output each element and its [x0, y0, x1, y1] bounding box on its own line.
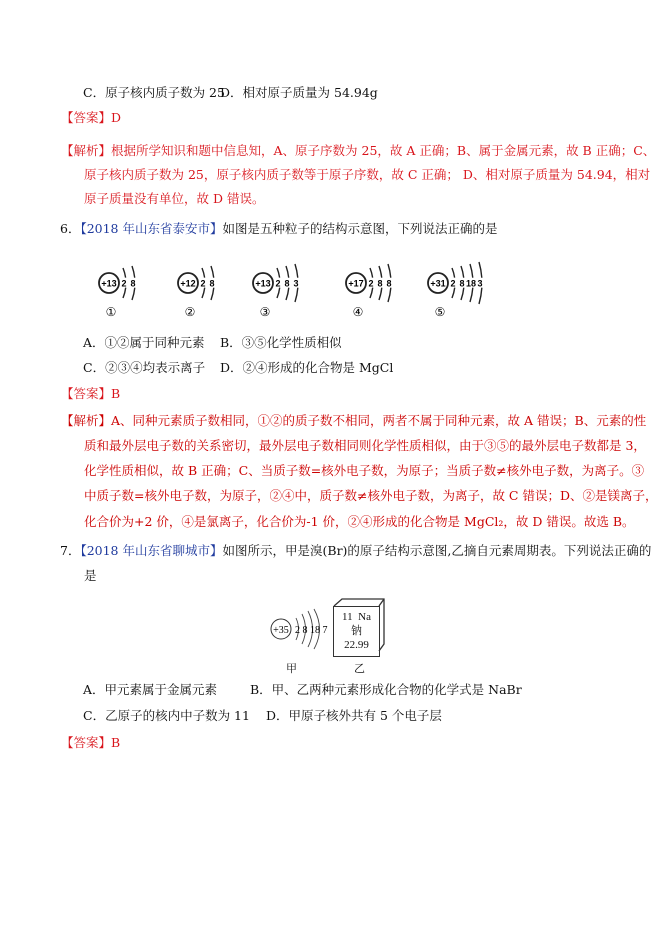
nucleus-charge: +12: [180, 278, 196, 289]
atom-shells: 2 8 18 7: [295, 625, 328, 636]
shell-electron-count: 3: [293, 278, 299, 289]
q5-analysis-line: 原子核内质子数为 25，原子核内质子数等于原子序数，故 C 正确； D、相对原子质量为 54.94，相对: [84, 167, 651, 182]
particle-label: ④: [352, 305, 364, 319]
q6-option-a: A．①②属于同种元素: [83, 335, 205, 350]
shell-electron-count: 8: [284, 278, 290, 289]
nucleus-charge: +31: [430, 278, 446, 289]
atomic-number: 11: [342, 611, 353, 623]
shell-electron-count: 8: [130, 278, 136, 289]
nucleus-charge: +13: [101, 278, 117, 289]
q7-stem-cont: 是: [84, 568, 97, 583]
shell-electron-count: 8: [386, 278, 392, 289]
q6-analysis-line: 中质子数=核外电子数，为原子，②④中，质子数≠核外电子数，为离子，故 C 错误；D、②是镁离子，: [84, 488, 658, 503]
particle-label: ⑤: [434, 305, 446, 319]
sodium-element-cell: [333, 606, 380, 657]
answer-label: 【答案】: [61, 110, 112, 125]
element-name: 钠: [351, 625, 362, 637]
particle-diagram: [175, 258, 255, 328]
shell-electron-count: 2: [121, 278, 127, 289]
particle-diagram: [96, 258, 176, 328]
atom-label: 甲: [286, 662, 297, 675]
nucleus-charge: +17: [348, 278, 364, 289]
q5-answer: [61, 109, 121, 127]
particle-diagram: [425, 258, 505, 328]
q6-answer: [61, 385, 120, 403]
q6-option-c: C．②③④均表示离子: [83, 360, 206, 375]
element-label: 乙: [354, 662, 365, 675]
element-symbol: Na: [358, 611, 371, 623]
q6-option-d: D．②④形成的化合物是 MgCl: [220, 360, 394, 375]
q7-source: 【2018 年山东省聊城市】: [80, 543, 223, 558]
atomic-mass: 22.99: [344, 639, 369, 651]
q7-stem: [60, 542, 651, 560]
q6-option-b: B．③⑤化学性质相似: [220, 335, 342, 350]
q7-option-c: C．乙原子的核内中子数为 11: [83, 708, 250, 723]
particle-label: ③: [259, 305, 271, 319]
shell-electron-count: 8: [209, 278, 215, 289]
q7-option-d: D．甲原子核外共有 5 个电子层: [266, 708, 442, 723]
q5-option-c: C．原子核内质子数为 25: [83, 85, 225, 100]
q6-analysis-line: 化学性质相似，故 B 正确；C、当质子数=核外电子数，为原子；当质子数≠核外电子数，为离子。③: [84, 463, 645, 478]
q6-question: 如图是五种粒子的结构示意图，下列说法正确的是: [222, 221, 498, 236]
bromine-atom-diagram: [268, 606, 334, 656]
particle-diagram: [250, 258, 330, 328]
shell-electron-count: 2: [200, 278, 206, 289]
q6-stem: [60, 220, 498, 238]
shell-electron-count: 2: [450, 278, 456, 289]
element-header: [334, 610, 379, 624]
q6-analysis-line: 【解析】A、同种元素质子数相同，①②的质子数不相同，两者不属于同种元素，故 A 错误；B、元素的性: [61, 413, 647, 428]
q5-option-d: D．相对原子质量为 54.94g: [220, 85, 378, 100]
q6-analysis-line: 化合价为+2 价，④是氯离子，化合价为-1 价，②④形成的化合物是 MgCl₂，故 D 错误。故选 B。: [84, 514, 635, 529]
q7-option-b: B．甲、乙两种元素形成化合物的化学式是 NaBr: [250, 682, 522, 697]
shell-electron-count: 2: [368, 278, 374, 289]
nucleus-charge: +13: [255, 278, 271, 289]
answer-value: B: [111, 386, 121, 401]
shell-electron-count: 18: [465, 278, 477, 289]
atom-nucleus: +35: [273, 625, 289, 636]
q6-source: 【2018 年山东省泰安市】: [80, 221, 223, 236]
q6-analysis-line: 质和最外层电子数的关系密切，最外层电子数相同则化学性质相似，由于③⑤的最外层电子数都是 3，: [84, 438, 646, 453]
answer-value: B: [111, 735, 121, 750]
particle-label: ①: [105, 305, 117, 319]
answer-value: D: [111, 110, 122, 125]
shell-electron-count: 8: [459, 278, 465, 289]
shell-electron-count: 2: [275, 278, 281, 289]
q5-analysis-line: 原子质量没有单位，故 D 错误。: [84, 191, 265, 206]
particle-diagram: [343, 258, 423, 328]
q7-question: 如图所示，甲是溴(Br)的原子结构示意图,乙摘自元素周期表。下列说法正确的: [222, 543, 652, 558]
q7-number: 7．: [60, 543, 81, 558]
q5-analysis-line: 【解析】根据所学知识和题中信息知，A、原子序数为 25，故 A 正确；B、属于金属元素，故 B 正确；C、: [61, 143, 656, 158]
particle-label: ②: [184, 305, 196, 319]
q7-answer: [61, 734, 120, 752]
q7-option-a: A．甲元素属于金属元素: [83, 682, 218, 697]
shell-electron-count: 8: [377, 278, 383, 289]
shell-electron-count: 3: [477, 278, 483, 289]
answer-label: 【答案】: [61, 735, 112, 750]
answer-label: 【答案】: [61, 386, 112, 401]
q6-number: 6．: [60, 221, 81, 236]
